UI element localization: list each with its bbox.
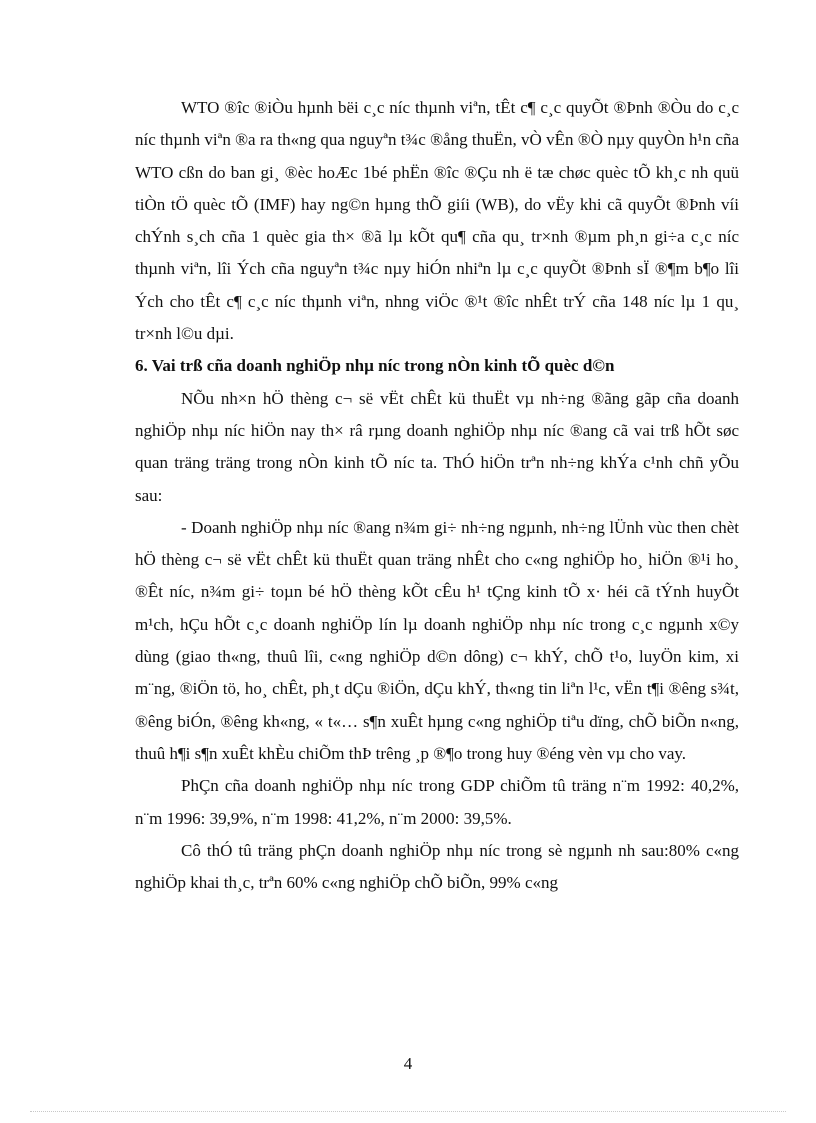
body-text <box>135 92 739 899</box>
paragraph-sector-share: Cô thÓ tû träng phÇn doanh nghiÖp nhµ níc trong sè ngµnh nh sau:80% c«ng nghiÖp khai th¸c, trªn 60% c«ng nghiÖp chÕ biÕn, 99% c«ng <box>135 840 739 893</box>
footer-divider <box>30 1111 786 1112</box>
paragraph-role-intro: NÕu nh×n hÖ thèng c¬ së vËt chÊt kü thuËt vµ nh÷ng ®ãng gãp cña doanh nghiÖp nhµ níc hiÖn nay th× râ rµng doanh nghiÖp nhµ níc ®ang cã vai trß hÕt søc quan träng träng trong nÒn kinh tÕ níc ta. ThÓ hiÖn trªn nh÷ng khÝa c¹nh chñ yÕu sau: <box>135 388 739 505</box>
paragraph-gdp-share: PhÇn cña doanh nghiÖp nhµ níc trong GDP chiÕm tû träng n¨m 1992: 40,2%, n¨m 1996: 39,9%, n¨m 1998: 41,2%, n¨m 2000: 39,5%. <box>135 776 739 828</box>
section-heading: 6. Vai trß cña doanh nghiÖp nhµ níc trong nÒn kinh tÕ quèc d©n <box>135 356 615 376</box>
paragraph-wto: WTO ®îc ®iÒu hµnh bëi c¸c níc thµnh viªn, tÊt c¶ c¸c quyÕt ®Þnh ®Òu do c¸c níc thµnh viªn ®a ra th«ng qua nguyªn t¾c ®ång thuËn, vÒ vÊn ®Ò nµy quyÒn h¹n cña WTO cßn do ban gi¸ ®èc hoÆc 1bé phËn ®îc ®Çu nh ë tæ chøc quèc tÕ kh¸c nh quü tiÒn tÖ quèc tÕ (IMF) hay ng©n hµng thÕ giíi (WB), do vËy khi cã quyÕt ®Þnh víi chÝnh s¸ch cña 1 quèc gia th× ®ã lµ kÕt qu¶ cña qu¸ tr×nh ®µm ph¸n gi÷a c¸c níc thµnh viªn, lîi Ých cña nguyªn t¾c nµy hiÓn nhiªn lµ c¸c quyÕt ®Þnh sÏ ®¶m b¶o lîi Ých cho tÊt c¶ c¸c níc thµnh viªn, nhng viÖc ®¹t ®îc nhÊt trÝ cña 148 níc lµ 1 qu¸ tr×nh l©u dµi. <box>135 98 739 344</box>
paragraph-key-sectors: - Doanh nghiÖp nhµ níc ®ang n¾m gi÷ nh÷ng ngµnh, nh÷ng lÜnh vùc then chèt hÖ thèng c¬ së vËt chÊt kü thuËt quan träng nhÊt cho c«ng nghiÖp ho¸ hiÖn ®¹i ho¸ ®Êt níc, n¾m gi÷ toµn bé hÖ thèng kÕt cÊu h¹ tÇng kinh tÕ x· héi cã tÝnh huyÕt m¹ch, hÇu hÕt c¸c doanh nghiÖp lín lµ doanh nghiÖp nhµ níc trong c¸c ngµnh x©y dùng (giao th«ng, thuû lîi, c«ng nghiÖp d©n dông) c¬ khÝ, chÕ t¹o, luyÖn kim, xi m¨ng, ®iÖn tö, ho¸ chÊt, ph¸t dÇu ®iÖn, dÇu khÝ, th«ng tin liªn l¹c, vËn t¶i ®êng s¾t, ®êng biÓn, ®êng kh«ng, « t«… s¶n xuÊt hµng c«ng nghiÖp tiªu dïng, chÕ biÕn n«ng, thuû h¶i s¶n xuÊt khÈu chiÕm thÞ trêng ¸p ®¶o trong huy ®éng vèn vµ cho vay. <box>135 517 739 763</box>
page-number: 4 <box>403 1054 413 1073</box>
